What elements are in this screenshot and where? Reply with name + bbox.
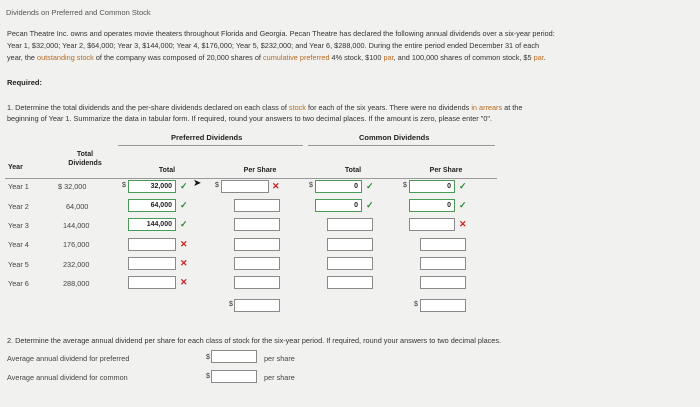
row-year-4: Year 4 bbox=[8, 240, 29, 249]
correct-check-icon: ✓ bbox=[459, 181, 467, 191]
avg-preferred-input[interactable] bbox=[211, 350, 257, 363]
mouse-cursor-icon: ➤ bbox=[193, 178, 202, 189]
glossary-link-in-arrears[interactable]: in arrears bbox=[471, 103, 503, 112]
table-header-rule bbox=[5, 178, 497, 179]
question-2: 2. Determine the average annual dividend per share for each class of stock for the six-year period. If required, round your answers to two decimal places. bbox=[7, 336, 502, 345]
row-year-5: Year 5 bbox=[8, 260, 29, 269]
pref-total-input-year-1[interactable]: 32,000 bbox=[128, 180, 176, 193]
dollar-sign: $ bbox=[122, 182, 126, 189]
common-total-input-year-5[interactable] bbox=[327, 257, 373, 270]
intro-line-2: Year 1, $32,000; Year 2, $64,000; Year 3, $144,000; Year 4, $176,000; Year 5, $232,000; and Year 6, $288,000. During the entire period ended December 31 of each bbox=[7, 41, 540, 50]
dollar-sign: $ bbox=[206, 373, 210, 380]
preferred-dividends-header: Preferred Dividends bbox=[171, 133, 243, 142]
glossary-link-stock[interactable]: stock bbox=[288, 103, 306, 112]
avg-common-unit: per share bbox=[264, 373, 295, 382]
pref-per-share-input-year-6[interactable] bbox=[234, 276, 280, 289]
page-title: Dividends on Preferred and Common Stock bbox=[6, 8, 151, 17]
incorrect-x-icon: ✕ bbox=[272, 181, 280, 191]
row-year-2: Year 2 bbox=[8, 202, 29, 211]
pref-per-share-input-year-4[interactable] bbox=[234, 238, 280, 251]
correct-check-icon: ✓ bbox=[366, 200, 374, 210]
common-total-input-year-1[interactable]: 0 bbox=[315, 180, 362, 193]
common-per-share-input-year-2[interactable]: 0 bbox=[409, 199, 455, 212]
incorrect-x-icon: ✕ bbox=[459, 219, 467, 229]
pref-total-input-year-3[interactable]: 144,000 bbox=[128, 218, 176, 231]
pref-per-share-input-year-3[interactable] bbox=[234, 218, 280, 231]
pref-total-input-year-2[interactable]: 64,000 bbox=[128, 199, 176, 212]
row-total-6: 288,000 bbox=[63, 279, 90, 288]
pref-per-share-input-year-1[interactable] bbox=[221, 180, 269, 193]
row-total-3: 144,000 bbox=[63, 221, 90, 230]
correct-check-icon: ✓ bbox=[366, 181, 374, 191]
glossary-link-outstanding-stock[interactable]: outstanding stock bbox=[37, 53, 94, 62]
avg-common-input[interactable] bbox=[211, 370, 257, 383]
row-year-1: Year 1 bbox=[8, 182, 29, 191]
col-header-pref-per-share: Per Share bbox=[243, 167, 277, 174]
common-per-share-input-year-5[interactable] bbox=[420, 257, 466, 270]
dollar-sign: $ bbox=[215, 182, 219, 189]
row-year-6: Year 6 bbox=[8, 279, 29, 288]
row-total-5: 232,000 bbox=[63, 260, 90, 269]
row-total-4: 176,000 bbox=[63, 240, 90, 249]
common-total-input-year-3[interactable] bbox=[327, 218, 373, 231]
intro-line-3: year, the outstanding stock of the company was composed of 20,000 shares of cumulative preferred 4% stock, $100 par, and 100,000 shares of common stock, $5 par. bbox=[7, 53, 546, 62]
dollar-sign: $ bbox=[309, 182, 313, 189]
correct-check-icon: ✓ bbox=[180, 200, 188, 210]
row-total-2: 64,000 bbox=[66, 202, 89, 211]
avg-common-label: Average annual dividend for common bbox=[7, 373, 128, 382]
common-dividends-header: Common Dividends bbox=[359, 133, 430, 142]
common-per-share-input-year-6[interactable] bbox=[420, 276, 466, 289]
col-header-common-per-share: Per Share bbox=[429, 167, 463, 174]
row-total-1: $ 32,000 bbox=[58, 182, 87, 191]
glossary-link-par-common[interactable]: par bbox=[533, 53, 544, 62]
pref-total-input-year-4[interactable] bbox=[128, 238, 176, 251]
common-per-share-input-year-3[interactable] bbox=[409, 218, 455, 231]
intro-line-1: Pecan Theatre Inc. owns and operates movie theaters throughout Florida and Georgia. Pecan Theatre has declared the following annual dividends over a six-year period: bbox=[7, 29, 555, 38]
common-total-input-year-2[interactable]: 0 bbox=[315, 199, 362, 212]
dollar-sign: $ bbox=[229, 301, 233, 308]
required-label: Required: bbox=[7, 78, 43, 87]
pref-per-share-input-year-5[interactable] bbox=[234, 257, 280, 270]
common-total-input-year-4[interactable] bbox=[327, 238, 373, 251]
common-per-share-input-year-4[interactable] bbox=[420, 238, 466, 251]
incorrect-x-icon: ✕ bbox=[180, 277, 188, 287]
row-year-3: Year 3 bbox=[8, 221, 29, 230]
question-1: 1. Determine the total dividends and the per-share dividends declared on each class of stock for each of the six years. There were no dividends in arrears at the beginning of Year 1. Summarize the data in tabular form. If required, round your answers to two decimal places. If the amount is zero, please enter "0". bbox=[7, 103, 523, 123]
correct-check-icon: ✓ bbox=[180, 219, 188, 229]
incorrect-x-icon: ✕ bbox=[180, 239, 188, 249]
glossary-link-par[interactable]: par bbox=[383, 53, 394, 62]
col-header-pref-total: Total bbox=[158, 167, 176, 174]
pref-per-share-total-input[interactable] bbox=[234, 299, 280, 312]
common-per-share-total-input[interactable] bbox=[420, 299, 466, 312]
common-total-input-year-6[interactable] bbox=[327, 276, 373, 289]
dollar-sign: $ bbox=[206, 354, 210, 361]
col-header-year: Year bbox=[8, 164, 23, 171]
problem-intro bbox=[7, 28, 693, 64]
col-header-total-dividends: Total Dividends bbox=[68, 151, 102, 167]
avg-preferred-unit: per share bbox=[264, 354, 295, 363]
pref-total-input-year-6[interactable] bbox=[128, 276, 176, 289]
common-per-share-input-year-1[interactable]: 0 bbox=[409, 180, 455, 193]
dollar-sign: $ bbox=[414, 301, 418, 308]
incorrect-x-icon: ✕ bbox=[180, 258, 188, 268]
common-header-rule bbox=[308, 145, 495, 146]
avg-preferred-label: Average annual dividend for preferred bbox=[7, 354, 130, 363]
col-header-common-total: Total bbox=[344, 167, 362, 174]
glossary-link-cumulative-preferred[interactable]: cumulative preferred bbox=[262, 53, 330, 62]
pref-total-input-year-5[interactable] bbox=[128, 257, 176, 270]
correct-check-icon: ✓ bbox=[180, 181, 188, 191]
dollar-sign: $ bbox=[403, 182, 407, 189]
correct-check-icon: ✓ bbox=[459, 200, 467, 210]
pref-per-share-input-year-2[interactable] bbox=[234, 199, 280, 212]
preferred-header-rule bbox=[118, 145, 303, 146]
